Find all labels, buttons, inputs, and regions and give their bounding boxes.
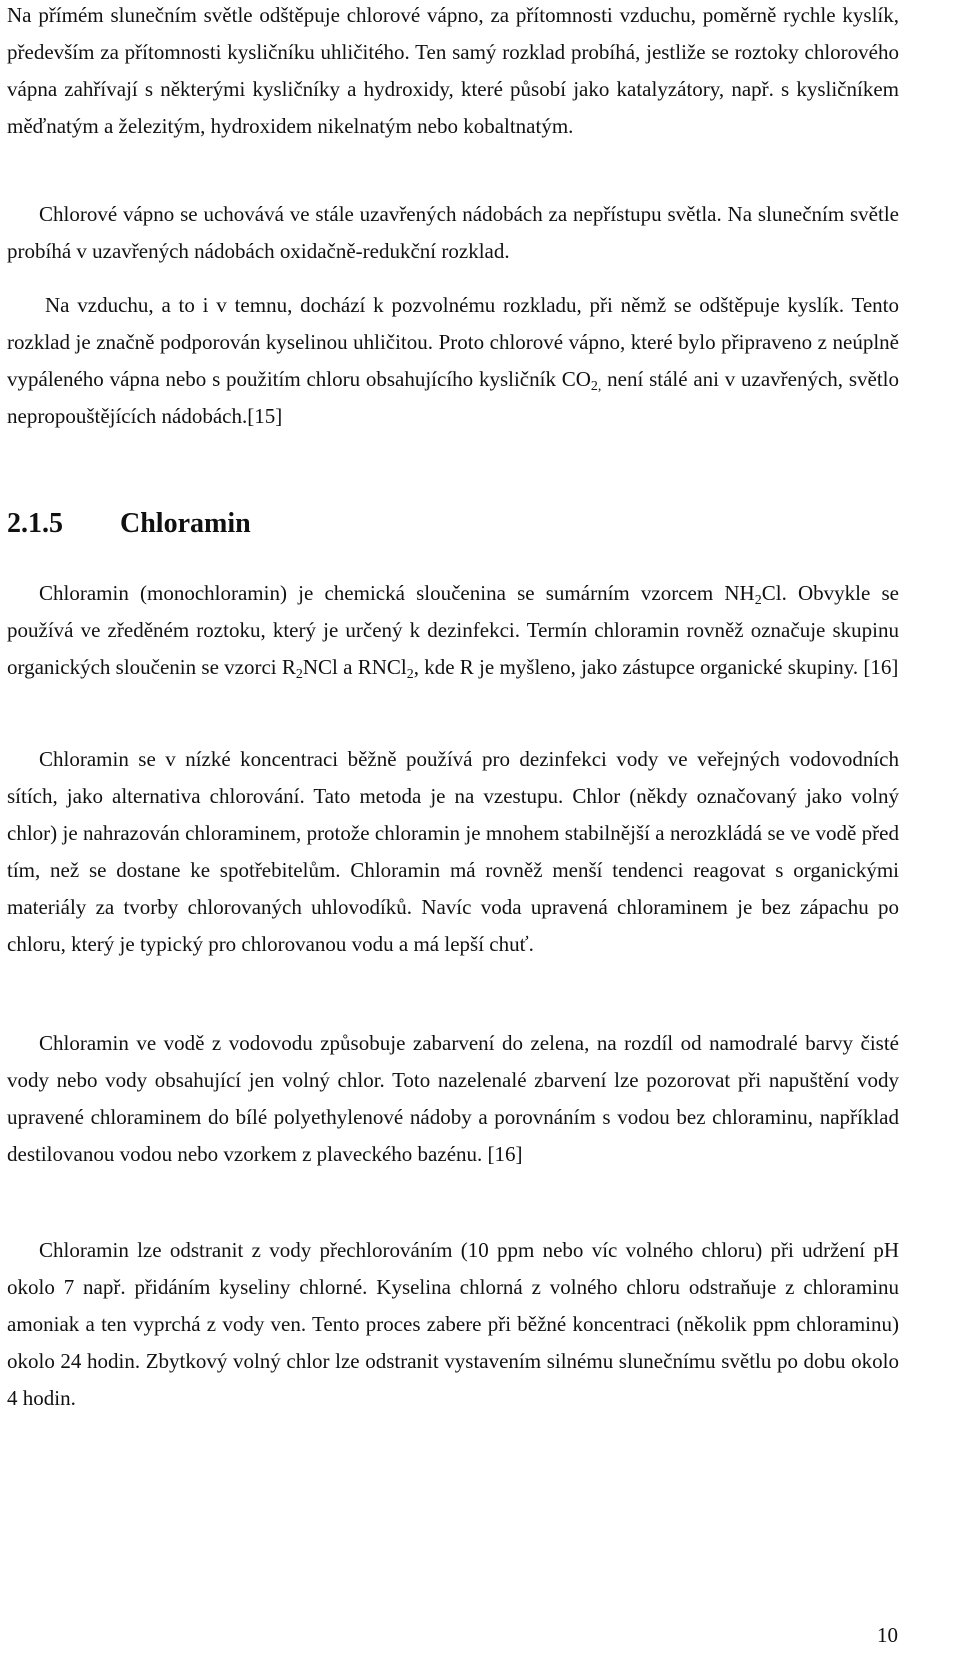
paragraph-chloramin-definition: Chloramin (monochloramin) je chemická sloučenina se sumárním vzorcem $NH_2Cl$. Obvykle se používá ve zředěném roztoku, který je určený k dezinfekci. Termín chloramin rovněž označuje skupinu organických sloučenin se vzorci $R_2NCl$ a RNCl$_2$, kde R je myšleno, jako zástupce organické skupiny. [16] xyxy=(7,581,899,682)
paragraph-chlorine-lime-decomposition: Na přímém slunečním světle odštěpuje chlorové vápno, za přítomnosti vzduchu, poměrně rychle kyslík, především za přítomnosti kysličníku uhličitého. Ten samý rozklad probíhá, jestliže se roztoky chlorového vápna zahřívají s některými kysličníky a hydroxidy, které působí jako katalyzátory, např. s kysličníkem měďnatým a železitým, hydroxidem nikelnatým nebo kobaltnatým. xyxy=(7,3,899,138)
section-title: Chloramin xyxy=(120,508,251,539)
paragraph-storage: Chlorové vápno se uchovává ve stále uzavřených nádobách za nepřístupu světla. Na slunečním světle probíhá v uzavřených nádobách oxidačně-redukční rozklad. xyxy=(7,202,899,263)
page-number: 10 xyxy=(877,1623,898,1647)
paragraph-water-disinfection: Chloramin se v nízké koncentraci běžně používá pro dezinfekci vody ve veřejných vodovodních sítích, jako alternativa chlorování. Tato metoda je na vzestupu. Chlor (někdy označovaný jako volný chlor) je nahrazován chloraminem, protože chloramin je mnohem stabilnější a nerozkládá se ve vodě před tím, než se dostane ke spotřebitelům. Chloramin má rovněž menší tendenci reagovat s organickými materiály za tvorby chlorovaných uhlovodíků. Navíc voda upravená chloraminem je bez zápachu po chloru, který je typický pro chlorovanou vodu a má lepší chuť. xyxy=(7,747,899,956)
paragraph-air-decomposition: Na vzduchu, a to i v temnu, dochází k pozvolnému rozkladu, při němž se odštěpuje kyslík. Tento rozklad je značně podporován kyselinou uhličitou. Proto chlorové vápno, které bylo připraveno z neúplně vypáleného vápna nebo s použitím chloru obsahujícího kysličník $CO_{2,}$ není stálé ani v uzavřených, světlo nepropouštějících nádobách.[15] xyxy=(7,293,899,428)
section-number: 2.1.5 xyxy=(7,508,63,539)
section-heading xyxy=(7,504,251,544)
paragraph-removal: Chloramin lze odstranit z vody přechlorováním (10 ppm nebo víc volného chloru) při udržení pH okolo 7 např. přidáním kyseliny chlorné. Kyselina chlorná z volného chloru odstraňuje z chloraminu amoniak a ten vyprchá z vody ven. Tento proces zabere při běžné koncentraci (několik ppm chloraminu) okolo 24 hodin. Zbytkový volný chlor lze odstranit vystavením silnému slunečnímu světlu po dobu okolo 4 hodin. xyxy=(7,1238,899,1410)
paragraph-green-coloration: Chloramin ve vodě z vodovodu způsobuje zabarvení do zelena, na rozdíl od namodralé barvy čisté vody nebo vody obsahující jen volný chlor. Toto nazelenalé zbarvení lze pozorovat při napuštění vody upravené chloraminem do bílé polyethylenové nádoby a porovnáním s vodou bez chloraminu, například destilovanou vodou nebo vzorkem z plaveckého bazénu. [16] xyxy=(7,1031,899,1166)
